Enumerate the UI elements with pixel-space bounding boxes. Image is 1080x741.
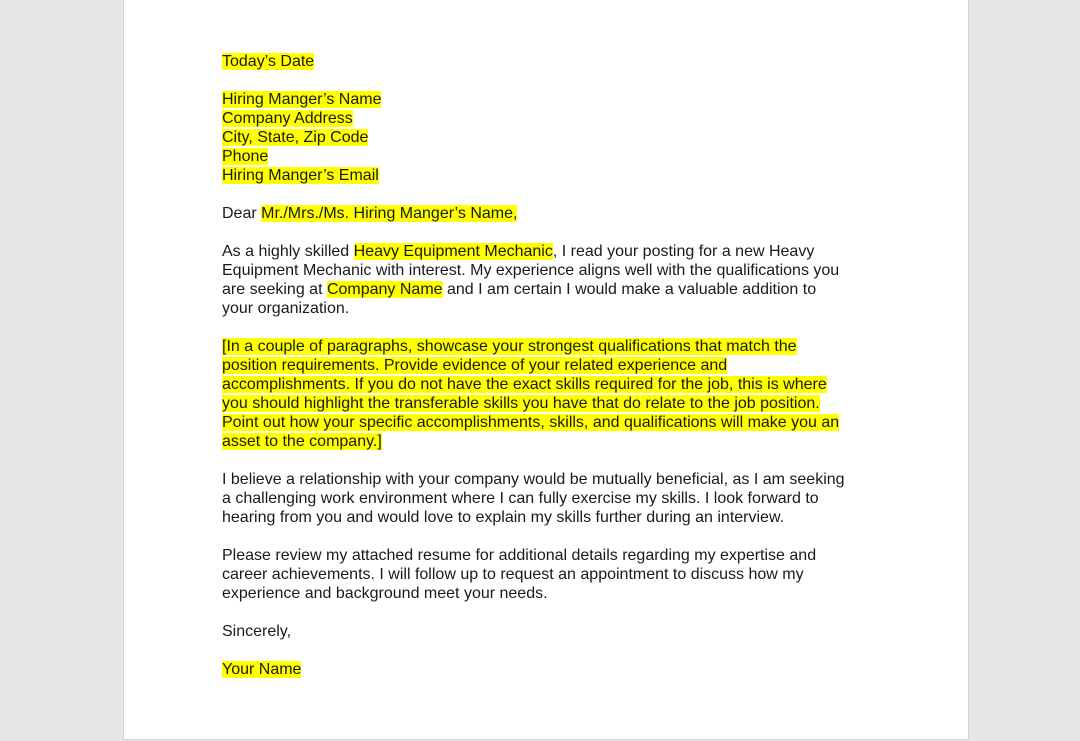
closing-2-line: Please review my attached resume for additional details regarding my expertise and (222, 547, 817, 564)
qualifications-paragraph (222, 337, 882, 451)
intro-text-3: are seeking at (222, 281, 327, 298)
recipient-phone: Phone (222, 148, 269, 165)
recipient-name: Hiring Manger’s Name (222, 91, 382, 108)
signature (222, 660, 882, 679)
qualifications-line: [In a couple of paragraphs, showcase your strongest qualifications that match the (222, 338, 797, 355)
date-placeholder: Today’s Date (222, 53, 315, 70)
signoff-text: Sincerely, (222, 623, 292, 640)
intro-text-1: As a highly skilled (222, 243, 354, 260)
qualifications-line: Point out how your specific accomplishments, skills, and qualifications will make you an (222, 414, 840, 431)
job-title-placeholder: Heavy Equipment Mechanic (353, 243, 553, 260)
intro-line-2: Equipment Mechanic with interest. My experience aligns well with the qualifications you (222, 262, 840, 279)
closing-2-line: career achievements. I will follow up to request an appointment to discuss how my (222, 566, 804, 583)
closing-1-line: hearing from you and would love to explain my skills further during an interview. (222, 509, 785, 526)
date-paragraph (222, 52, 882, 71)
company-name-placeholder: Company Name (326, 281, 443, 298)
qualifications-line: position requirements. Provide evidence of your related experience and (222, 357, 728, 374)
intro-text-4: and I am certain I would make a valuable addition to (442, 281, 817, 298)
closing-paragraph-2 (222, 546, 882, 603)
salutation-prefix: Dear (222, 205, 262, 222)
signature-placeholder: Your Name (222, 661, 302, 678)
salutation-name: Mr./Mrs./Ms. Hiring Manger’s Name, (261, 205, 518, 222)
qualifications-line: you should highlight the transferable skills you have that do relate to the job position. (222, 395, 820, 412)
document-page (123, 0, 969, 740)
closing-1-line: a challenging work environment where I can fully exercise my skills. I look forward to (222, 490, 819, 507)
closing-1-line: I believe a relationship with your company would be mutually beneficial, as I am seeking (222, 471, 845, 488)
qualifications-line: accomplishments. If you do not have the exact skills required for the job, this is where (222, 376, 827, 393)
closing-2-line: experience and background meet your needs. (222, 585, 548, 602)
closing-paragraph-1 (222, 470, 882, 527)
qualifications-line: asset to the company.] (222, 433, 382, 450)
recipient-block (222, 90, 882, 185)
letter-body (222, 52, 882, 679)
intro-text-2: , I read your posting for a new Heavy (552, 243, 815, 260)
intro-line-4: your organization. (222, 300, 350, 317)
recipient-email: Hiring Manger’s Email (222, 167, 379, 184)
salutation (222, 204, 882, 223)
recipient-city-state-zip: City, State, Zip Code (222, 129, 369, 146)
recipient-company-address: Company Address (222, 110, 353, 127)
signoff (222, 622, 882, 641)
intro-paragraph (222, 242, 882, 318)
